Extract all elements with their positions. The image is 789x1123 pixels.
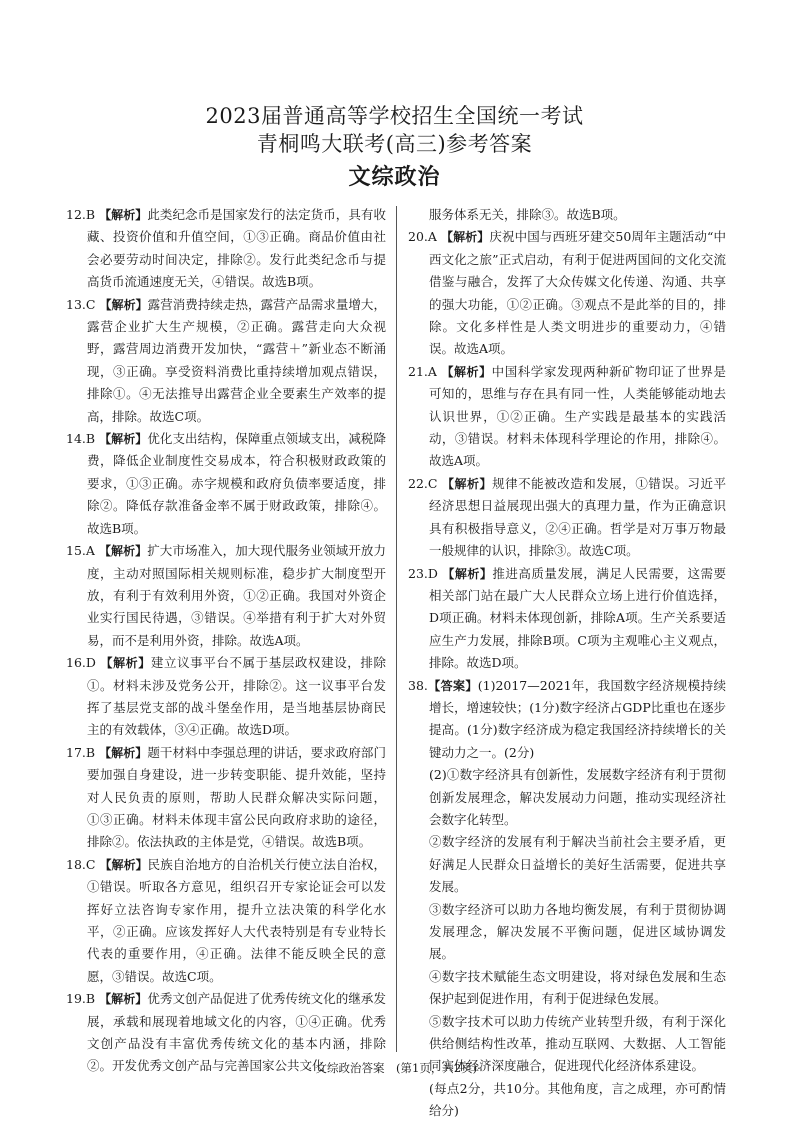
right-column xyxy=(408,204,726,1123)
answer-38-part: ②数字经济的发展有利于解决当前社会主要矛盾，更好满足人民群众日益增长的美好生活需要，促进共享发展。 xyxy=(429,834,726,895)
answer-item-38: 38.【答案】(1)2017—2021年，我国数字经济规模持续增长，增速较快；(1分)数字经济占GDP比重也在逐步提高。(1分)数字经济成为稳定我国经济持续增长的关键动力之一。(2分) xyxy=(408,677,726,760)
answer-38-part: ③数字经济可以助力各地均衡发展，有利于贯彻协调发展理念，解决发展不平衡问题，促进区域协调发展。 xyxy=(429,901,726,962)
answer-item: 12.B 【解析】此类纪念币是国家发行的法定货币，具有收藏、投资价值和升值空间，①③正确。商品价值由社会必要劳动时间决定，排除②。发行此类纪念币与提高货币流通速度无关，④错误。故选B项。 xyxy=(66,207,386,290)
exam-title: 2023届普通高等学校招生全国统一考试 xyxy=(205,104,584,128)
answer-item: 20.A 【解析】庆祝中国与西班牙建交50周年主题活动“中西文化之旅”正式启动，有利于促进两国间的文化交流借鉴与融合，发挥了大众传媒文化传递、沟通、共享的强大功能，①②正确。③观点不是此举的目的，排除。文化多样性是人类文明进步的重要动力，④错误。故选A项。 xyxy=(408,229,726,357)
column-divider xyxy=(396,206,397,1052)
answer-item: 23.D 【解析】推进高质量发展，满足人民需要，这需要相关部门站在最广大人民群众立场上进行价值选择，D项正确。材料未体现创新，排除A项。生产关系要适应生产力发展，排除B项。C项为主观唯心主义观点，排除。故选D项。 xyxy=(408,565,726,671)
answer-item: 19.B 【解析】优秀文创产品促进了优秀传统文化的继承发展，承载和展现着地域文化的内容，①④正确。优秀文创产品没有丰富优秀传统文化的基本内涵，排除②。开发优秀文创产品与完善国家公共文化 xyxy=(66,991,386,1074)
page-footer: · 文综政治答案 (第1页，共2页)· xyxy=(308,1061,481,1075)
answer-38-part: ⑤数字技术可以助力传统产业转型升级，有利于深化供给侧结构性改革，推动互联网、大数据、人工智能同实体经济深度融合，促进现代化经济体系建设。 xyxy=(429,1013,726,1074)
subject-title: 文综政治 xyxy=(348,165,441,190)
answer-38-part: (2)①数字经济具有创新性，发展数字经济有利于贯彻创新发展理念，解决发展动力问题，推动实现经济社会数字化转型。 xyxy=(429,767,726,827)
answer-item: 18.C 【解析】民族自治地方的自治机关行使立法自治权，①错误。听取各方意见，组织召开专家论证会可以发挥好立法咨询专家作用，提升立法决策的科学化水平，②正确。应该发挥好人大代表特别是有专业特长代表的重要作用，④正确。法律不能反映全民的意愿，③错误。故选C项。 xyxy=(66,856,386,984)
answer-item: 17.B 【解析】题干材料中李强总理的讲话，要求政府部门要加强自身建设，进一步转变职能、提升效能，坚持对人民负责的原则，帮助人民群众解决实际问题，①③正确。材料未体现丰富公民向政府求助的途径，排除②。依法执政的主体是党，④错误。故选B项。 xyxy=(66,744,386,850)
answer-item: 22.C 【解析】规律不能被改造和发展，①错误。习近平经济思想日益展现出强大的真理力量，作为正确意识具有积极指导意义，②④正确。哲学是对万事万物最一般规律的认识，排除③。故选C项。 xyxy=(408,475,726,559)
exam-subtitle: 青桐鸣大联考(高三)参考答案 xyxy=(256,132,533,156)
scoring-note: (每点2分，共10分。其他角度，言之成理，亦可酌情给分) xyxy=(429,1080,726,1119)
answer-continuation: 服务体系无关，排除③。故选B项。 xyxy=(429,207,626,222)
answer-item: 14.B 【解析】优化支出结构，保障重点领域支出，减税降费，降低企业制度性交易成本，符合积极财政政策的要求，①③正确。赤字规模和政府负债率要适度，排除②。降低存款准备金率不属于财政政策，排除④。故选B项。 xyxy=(66,431,386,536)
left-column xyxy=(66,204,386,1078)
answer-38-part: ④数字技术赋能生态文明建设，将对绿色发展和生态保护起到促进作用，有利于促进绿色发展。 xyxy=(429,968,726,1007)
answer-item: 15.A 【解析】扩大市场准入，加大现代服务业领域开放力度，主动对照国际相关规则标准，稳步扩大制度型开放，有利于有效利用外资，①②正确。我国对外资企业实行国民待遇，③错误。④举措有利于扩大对外贸易，而不是利用外资，排除。故选A项。 xyxy=(66,543,386,648)
answer-item: 21.A 【解析】中国科学家发现两种新矿物印证了世界是可知的，思维与存在具有同一性，人类能够能动地去认识世界，①②正确。生产实践是最基本的实践活动，③错误。材料未体现科学理论的作用，排除④。故选A项。 xyxy=(408,363,726,469)
answer-item: 16.D 【解析】建立议事平台不属于基层政权建设，排除①。材料未涉及党务公开，排除②。这一议事平台发挥了基层党支部的战斗堡垒作用，是当地基层协商民主的有效载体，③④正确。故选D项。 xyxy=(66,655,386,738)
answer-item: 13.C 【解析】露营消费持续走热，露营产品需求量增大，露营企业扩大生产规模，②正确。露营走向大众视野，露营周边消费开发加快，“露营＋”新业态不断涌现，③正确。享受资料消费比重持续增加观点错误，排除①。④无法推导出露营企业全要素生产效率的提高，排除。故选C项。 xyxy=(66,296,386,424)
